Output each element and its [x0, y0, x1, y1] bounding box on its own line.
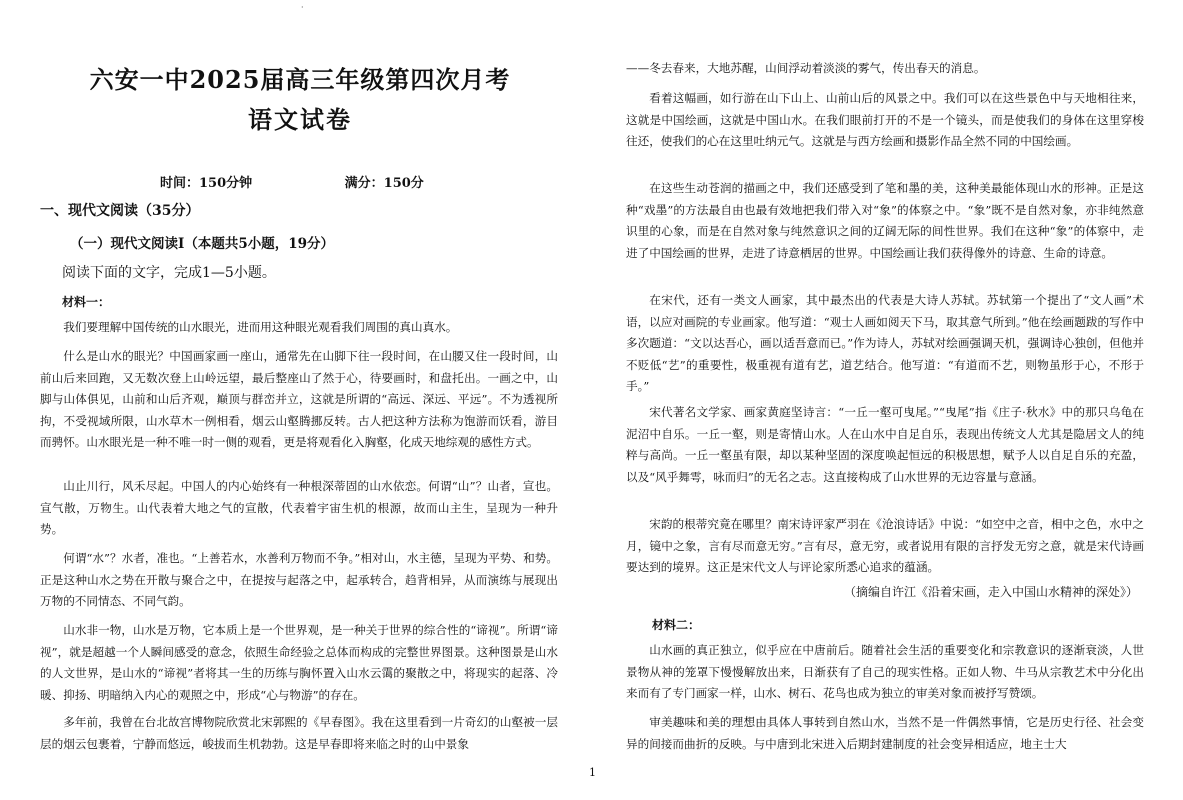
exam-meta [160, 172, 424, 191]
top-mark: · [301, 3, 304, 12]
paragraph: 山水非一物，山水是万物，它本质上是一个世界观，是一种关于世界的综合性的“谛视”。所谓“谛视”，就是超越一个人瞬间感受的意念，依照生命经验之总体而构成的完整世界图景。这种图景是山水的人文世界，是山水的“谛视”者将其一生的历练与胸怀置入山水云霭的聚散之中，将现实的起落、冷暖、抑扬、明暗纳入内心的观照之中，形成“心与物游”的存在。 [40, 623, 558, 702]
exam-subject-title: 语文试卷 [248, 105, 352, 134]
paragraph: 多年前，我曾在台北故宫博物院欣赏北宋郭熙的《早春图》。我在这里看到一片奇幻的山壑被一层层的烟云包裹着，宁静而悠远，峻拔而生机勃勃。这是早春即将来临之时的山中景象 [40, 715, 558, 751]
exam-score: 满分：150分 [344, 176, 424, 191]
page-number: 1 [589, 766, 596, 779]
paragraph: 审美趣味和美的理想由具体人事转到自然山水，当然不是一件偶然事情，它是历史行径、社会变异的间接而曲折的反映。与中唐到北宋进入后期封建制度的社会变异相适应，地主士大 [626, 715, 1144, 751]
paragraph: 看着这幅画，如行游在山下山上、山前山后的风景之中。我们可以在这些景色中与天地相往来，这就是中国绘画，这就是中国山水。在我们眼前打开的不是一个镜头，而是使我们的身体在这里穿梭往还，使我们的心在这里吐纳元气。这就是与西方绘画和摄影作品全然不同的中国绘画。 [626, 91, 1144, 148]
paragraph: 在宋代，还有一类文人画家，其中最杰出的代表是大诗人苏轼。苏轼第一个提出了“文人画”术语，以应对画院的专业画家。他写道：“观士人画如阅天下马，取其意气所到。”他在绘画题跋的写作中多次题道：“文以达吾心，画以适吾意而已。”作为诗人，苏轼对绘画强调天机，强调诗心独创，但他并不贬低“艺”的重要性，极重视有道有艺，道艺结合。他写道：“有道而不艺，则物虽形于心，不形于手。” [626, 293, 1144, 393]
paragraph: 我们要理解中国传统的山水眼光，进而用这种眼光观看我们周围的真山真水。 [63, 320, 458, 334]
material1-label: 材料一： [62, 295, 111, 309]
paragraph: ——冬去春来，大地苏醒，山间浮动着淡淡的雾气，传出春天的消息。 [626, 61, 986, 75]
reading-instruction: 阅读下面的文字，完成1—5小题。 [62, 265, 276, 281]
paragraph: 宋代著名文学家、画家黄庭坚诗言：“一丘一壑可曳尾。”“曳尾”指《庄子·秋水》中的那只乌龟在泥沼中自乐。一丘一壑，则是寄情山水。人在山水中自足自乐，表现出传统文人尤其是隐居文人的纯粹与高尚。一丘一壑虽有限，却以某种坚固的深度唤起恒远的积极思想，赋予人以自足自乐的充盈，以及“风乎舞雩，咏而归”的无名之志。这直接构成了山水世界的无边容量与意涵。 [626, 405, 1144, 484]
paragraph: 何谓“水”？水者，准也。“上善若水，水善利万物而不争。”相对山，水主德，呈现为平势、和势。正是这种山水之势在开散与聚合之中，在提按与起落之中，起承转合，趋背相异，从而演练与展现出万物的不同情态、不同气韵。 [40, 551, 558, 608]
paragraph: 宋韵的根蒂究竟在哪里？南宋诗评家严羽在《沧浪诗话》中说：“如空中之音，相中之色，水中之月，镜中之象，言有尽而意无穷。”言有尽，意无穷，或者说用有限的言抒发无穷之意，就是宋代诗画要达到的境界。这正是宋代文人与评论家所悉心追求的蕴涵。 [626, 517, 1144, 574]
section-heading: 一、现代文阅读（35分） [40, 203, 200, 219]
paragraph: 什么是山水的眼光？中国画家画一座山，通常先在山脚下往一段时间，在山腰又住一段时间，山前山后来回跑，又无数次登上山岭远望，最后整座山了然于心，待要画时，和盘托出。一画之中，山脚与山体俱见，山前和山后齐观，巅顶与群峦并立，这就是所谓的“高远、深远、平远”。不为透视所拘，不受视域所限，山水草木一例相看，烟云山壑腾挪反转。古人把这种方法称为饱游而饫看，游目而骋怀。山水眼光是一种不唯一时一侧的观看，更是将观看化入胸壑，化成天地综观的感性方式。 [40, 349, 558, 449]
paragraph: 在这些生动苍润的描画之中，我们还感受到了笔和墨的美，这种美最能体现山水的形神。正是这种“戏墨”的方法最自由也最有效地把我们带入对“象”的体察之中。“象”既不是自然对象，亦非纯然意识里的心象，而是在自然对象与纯然意识之间的辽阔无际的间性世界。我们在这种“象”的体察中，走进了中国绘画的世界，走进了诗意栖居的世界。中国绘画让我们获得像外的诗意、生命的诗意。 [626, 181, 1144, 260]
material2-label: 材料二： [652, 618, 701, 632]
exam-time: 时间：150分钟 [160, 176, 253, 191]
source-citation: （摘编自许江《沿着宋画，走入中国山水精神的深处》） [843, 585, 1138, 599]
exam-title: 六安一中2025届高三年级第四次月考 [89, 65, 511, 94]
paragraph: 山水画的真正独立，似乎应在中唐前后。随着社会生活的重要变化和宗教意识的逐渐衰淡，人世景物从神的笼罩下慢慢解放出来，日渐获有了自己的现实性格。正如人物、牛马从宗教艺术中分化出来而有了专门画家一样，山水、树石、花鸟也成为独立的审美对象而被抒写赞颂。 [626, 643, 1144, 700]
sub-section-heading: （一）现代文阅读Ⅰ（本题共5小题，19分） [70, 236, 334, 252]
paragraph: 山止川行，风禾尽起。中国人的内心始终有一种根深蒂固的山水依恋。何谓“山”？山者，宣也。宣气散，万物生。山代表着大地之气的宣散，代表着宇宙生机的根源，故而山主生，呈现为一种升势。 [40, 479, 558, 536]
